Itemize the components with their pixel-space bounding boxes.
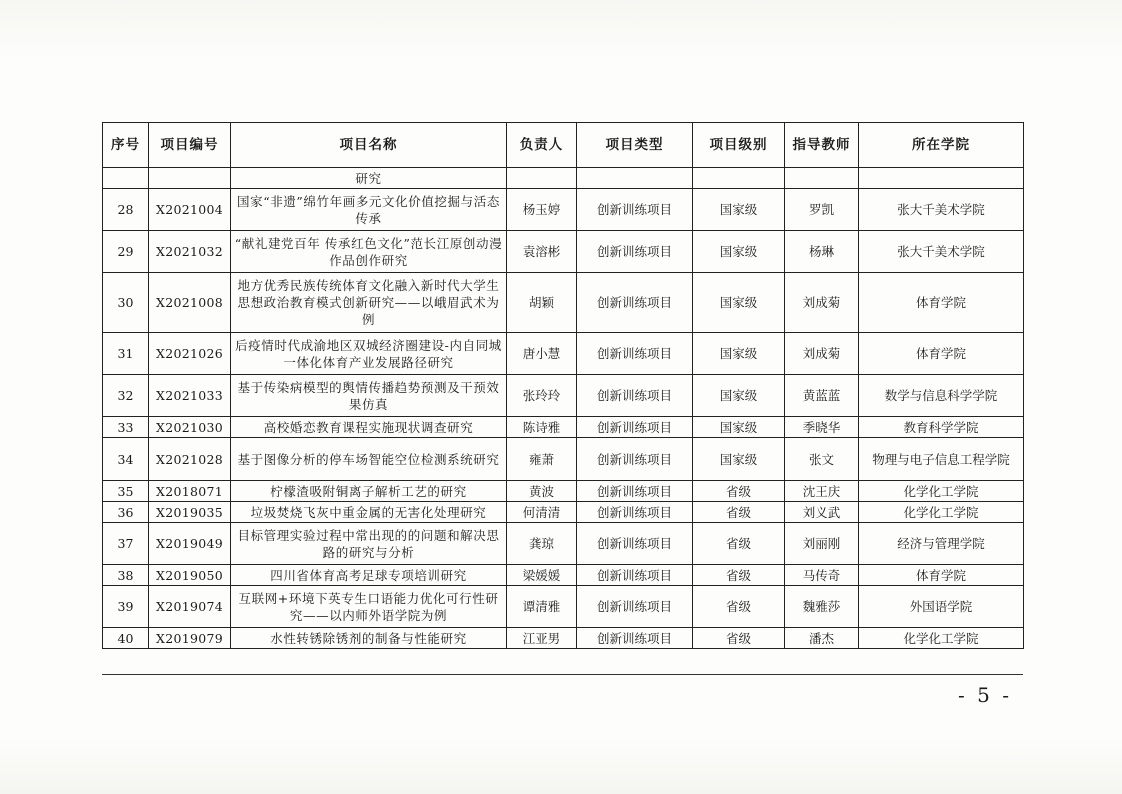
row-no: 29 — [103, 231, 149, 273]
table-row — [103, 628, 1024, 649]
row-type: 创新训练项目 — [577, 273, 693, 333]
row-name: 基于传染病模型的舆情传播趋势预测及干预效果仿真 — [231, 375, 507, 417]
row-college — [859, 168, 1024, 189]
row-code: X2021032 — [149, 231, 231, 273]
row-name: 高校婚恋教育课程实施现状调查研究 — [231, 417, 507, 438]
row-code: X2019079 — [149, 628, 231, 649]
row-name: 基于图像分析的停车场智能空位检测系统研究 — [231, 438, 507, 481]
row-code: X2021008 — [149, 273, 231, 333]
row-name: 四川省体育高考足球专项培训研究 — [231, 565, 507, 586]
row-advisor: 黄蓝蓝 — [785, 375, 859, 417]
row-code: X2019035 — [149, 502, 231, 523]
row-level: 国家级 — [693, 189, 785, 231]
row-leader: 黄波 — [507, 481, 577, 502]
table-row — [103, 168, 1024, 189]
row-leader: 杨玉婷 — [507, 189, 577, 231]
row-leader: 张玲玲 — [507, 375, 577, 417]
row-level — [693, 168, 785, 189]
row-type: 创新训练项目 — [577, 586, 693, 628]
row-code: X2018071 — [149, 481, 231, 502]
table-row — [103, 189, 1024, 231]
row-type: 创新训练项目 — [577, 502, 693, 523]
row-college: 张大千美术学院 — [859, 189, 1024, 231]
row-code: X2019050 — [149, 565, 231, 586]
row-leader — [507, 168, 577, 189]
header-leader: 负责人 — [507, 123, 577, 168]
row-type: 创新训练项目 — [577, 565, 693, 586]
row-leader: 袁溶彬 — [507, 231, 577, 273]
row-name: 互联网+环境下英专生口语能力优化可行性研究——以内师外语学院为例 — [231, 586, 507, 628]
header-no: 序号 — [103, 123, 149, 168]
row-type: 创新训练项目 — [577, 333, 693, 375]
row-college: 外国语学院 — [859, 586, 1024, 628]
row-level: 国家级 — [693, 375, 785, 417]
row-level: 国家级 — [693, 333, 785, 375]
row-leader: 雍萧 — [507, 438, 577, 481]
row-level: 省级 — [693, 481, 785, 502]
row-advisor: 潘杰 — [785, 628, 859, 649]
row-level: 省级 — [693, 586, 785, 628]
header-type: 项目类型 — [577, 123, 693, 168]
row-no: 34 — [103, 438, 149, 481]
table-row — [103, 231, 1024, 273]
row-code — [149, 168, 231, 189]
page-number: - 5 - — [958, 683, 1012, 707]
row-no — [103, 168, 149, 189]
row-type: 创新训练项目 — [577, 628, 693, 649]
row-college: 物理与电子信息工程学院 — [859, 438, 1024, 481]
row-code: X2019074 — [149, 586, 231, 628]
row-leader: 龚琼 — [507, 523, 577, 565]
row-advisor: 张文 — [785, 438, 859, 481]
row-no: 33 — [103, 417, 149, 438]
table-header-row — [103, 123, 1024, 168]
row-leader: 唐小慧 — [507, 333, 577, 375]
row-level: 省级 — [693, 502, 785, 523]
row-advisor: 罗凯 — [785, 189, 859, 231]
row-college: 数学与信息科学学院 — [859, 375, 1024, 417]
row-college: 教育科学学院 — [859, 417, 1024, 438]
row-no: 31 — [103, 333, 149, 375]
row-type — [577, 168, 693, 189]
row-no: 35 — [103, 481, 149, 502]
row-type: 创新训练项目 — [577, 231, 693, 273]
header-name: 项目名称 — [231, 123, 507, 168]
row-advisor: 魏雅莎 — [785, 586, 859, 628]
row-name: 垃圾焚烧飞灰中重金属的无害化处理研究 — [231, 502, 507, 523]
row-code: X2019049 — [149, 523, 231, 565]
row-level: 国家级 — [693, 417, 785, 438]
row-name: 目标管理实验过程中常出现的的问题和解决思路的研究与分析 — [231, 523, 507, 565]
row-name: 地方优秀民族传统体育文化融入新时代大学生 思想政治教育模式创新研究——以峨眉武术为例 — [231, 273, 507, 333]
row-advisor: 马传奇 — [785, 565, 859, 586]
row-level: 省级 — [693, 628, 785, 649]
header-level: 项目级别 — [693, 123, 785, 168]
row-level: 省级 — [693, 565, 785, 586]
row-code: X2021030 — [149, 417, 231, 438]
row-no: 37 — [103, 523, 149, 565]
row-name: 后疫情时代成渝地区双城经济圈建设-内自同城一体化体育产业发展路径研究 — [231, 333, 507, 375]
bottom-rule — [102, 674, 1023, 675]
row-code: X2021033 — [149, 375, 231, 417]
row-advisor: 刘成菊 — [785, 333, 859, 375]
row-advisor — [785, 168, 859, 189]
row-name: 研究 — [231, 168, 507, 189]
table-row — [103, 438, 1024, 481]
row-type: 创新训练项目 — [577, 523, 693, 565]
table-row — [103, 481, 1024, 502]
row-no: 30 — [103, 273, 149, 333]
row-college: 化学化工学院 — [859, 628, 1024, 649]
row-advisor: 刘义武 — [785, 502, 859, 523]
row-leader: 陈诗雅 — [507, 417, 577, 438]
table-row — [103, 417, 1024, 438]
header-advisor: 指导教师 — [785, 123, 859, 168]
row-leader: 胡颖 — [507, 273, 577, 333]
row-college: 张大千美术学院 — [859, 231, 1024, 273]
row-leader: 何清清 — [507, 502, 577, 523]
row-leader: 江亚男 — [507, 628, 577, 649]
row-no: 32 — [103, 375, 149, 417]
row-level: 省级 — [693, 523, 785, 565]
row-level: 国家级 — [693, 273, 785, 333]
project-table — [102, 122, 1024, 649]
row-name: “献礼建党百年 传承红色文化”范长江原创动漫作品创作研究 — [231, 231, 507, 273]
row-no: 28 — [103, 189, 149, 231]
row-no: 39 — [103, 586, 149, 628]
row-type: 创新训练项目 — [577, 438, 693, 481]
row-advisor: 杨琳 — [785, 231, 859, 273]
table-row — [103, 586, 1024, 628]
row-college: 体育学院 — [859, 273, 1024, 333]
row-no: 36 — [103, 502, 149, 523]
row-name: 国家“非遗”绵竹年画多元文化价值挖掘与活态传承 — [231, 189, 507, 231]
row-advisor: 季晓华 — [785, 417, 859, 438]
header-code: 项目编号 — [149, 123, 231, 168]
row-no: 40 — [103, 628, 149, 649]
table-row — [103, 273, 1024, 333]
row-college: 化学化工学院 — [859, 502, 1024, 523]
row-advisor: 沈王庆 — [785, 481, 859, 502]
row-type: 创新训练项目 — [577, 417, 693, 438]
table-row — [103, 333, 1024, 375]
row-college: 经济与管理学院 — [859, 523, 1024, 565]
row-advisor: 刘成菊 — [785, 273, 859, 333]
row-type: 创新训练项目 — [577, 189, 693, 231]
table-row — [103, 523, 1024, 565]
row-name: 柠檬渣吸附铜离子解析工艺的研究 — [231, 481, 507, 502]
row-name: 水性转锈除锈剂的制备与性能研究 — [231, 628, 507, 649]
row-code: X2021026 — [149, 333, 231, 375]
row-no: 38 — [103, 565, 149, 586]
row-type: 创新训练项目 — [577, 375, 693, 417]
row-college: 化学化工学院 — [859, 481, 1024, 502]
row-code: X2021004 — [149, 189, 231, 231]
table-row — [103, 375, 1024, 417]
row-college: 体育学院 — [859, 565, 1024, 586]
row-advisor: 刘丽刚 — [785, 523, 859, 565]
row-level: 国家级 — [693, 231, 785, 273]
row-type: 创新训练项目 — [577, 481, 693, 502]
row-code: X2021028 — [149, 438, 231, 481]
row-leader: 梁媛媛 — [507, 565, 577, 586]
row-leader: 谭清雅 — [507, 586, 577, 628]
header-college: 所在学院 — [859, 123, 1024, 168]
table-row — [103, 502, 1024, 523]
table-row — [103, 565, 1024, 586]
row-college: 体育学院 — [859, 333, 1024, 375]
row-level: 国家级 — [693, 438, 785, 481]
